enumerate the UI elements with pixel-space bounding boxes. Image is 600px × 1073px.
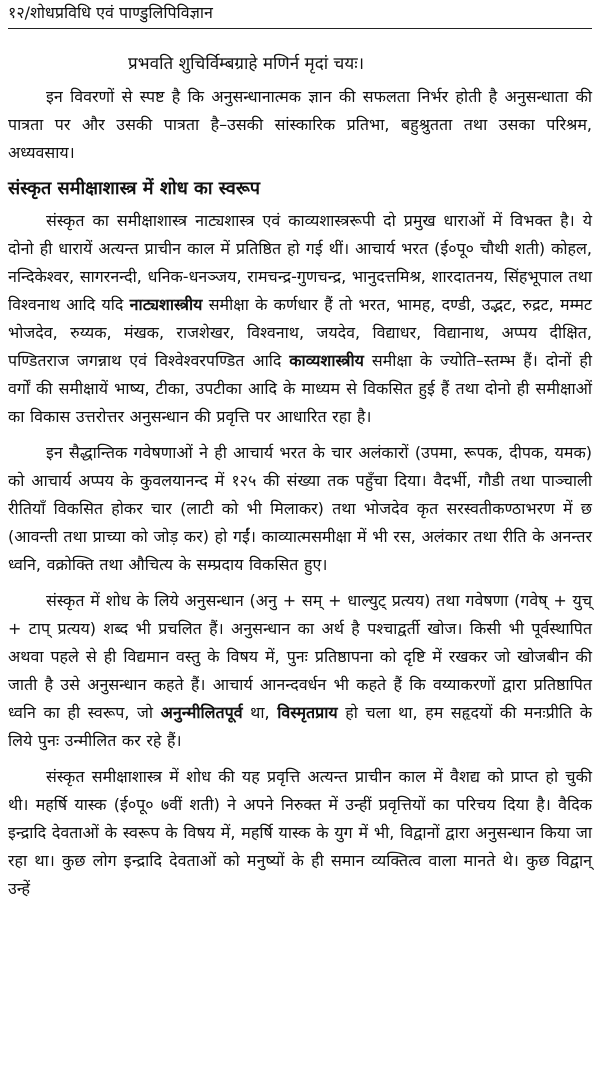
paragraph-5: संस्कृत समीक्षाशास्त्र में शोध की यह प्रवृत्ति अत्यन्त प्राचीन काल में वैशद्य को प्राप्त हो चुकी थी। महर्षि यास्क (ई०पू० ७वीं शती) ने अपने निरुक्त में उन्हीं प्रवृत्तियों का परिचय दिया है। वैदिक इन्द्रादि देवताओं के स्वरूप के विषय में, महर्षि यास्क के युग में भी, विद्वानों द्वारा अनुसन्धान किया जा रहा था। कुछ लोग इन्द्रादि देवताओं को मनुष्यों के ही समान व्यक्तित्व वाला मानते थे। कुछ विद्वान् उन्हें (8, 767, 592, 898)
paragraph-2-text-a: संस्कृत का समीक्षाशास्त्र नाट्यशास्त्र एवं काव्यशास्त्ररूपी दो प्रमुख धाराओं में विभक्त है। ये दोनो ही धारायें अत्यन्त प्राचीन काल में प्रतिष्ठित हो गई थीं। आचार्य भरत (ई०पू० चौथी शती) कोहल, नन्दिकेश्वर, सागरनन्दी, धनिक-धनञ्जय, रामचन्द्र-गुणचन्द्र, भानुदत्तमिश्र, शारदातनय, सिंहभूपाल तथा विश्वनाथ आदि यदि (8, 211, 592, 314)
term-kavyashastriya: काव्यशास्त्रीय (289, 351, 364, 370)
paragraph-2-text-e: समीक्षा के ज्योति–स्तम्भ हैं। दोनों ही वर्गों की समीक्षायें भाष्य, टीका, उपटीका आदि के माध्यम से विकसित हुई हैं तथा दोनो ही समीक्षाओं का विकास उत्तरोत्तर अनुसन्धान की प्रवृत्ति पर आधारित रहा है। (8, 351, 592, 426)
paragraph-4 (8, 587, 592, 755)
paragraph-2 (8, 207, 592, 431)
term-natyashastriya: नाट्यशास्त्रीय (129, 295, 203, 314)
paragraph-1: इन विवरणों से स्पष्ट है कि अनुसन्धानात्मक ज्ञान की सफलता निर्भर होती है अनुसन्धाता की पात्रता पर और उसकी पात्रता है–उसकी सांस्कारिक प्रतिभा, बहुश्रुतता तथा उसका परिश्रम, अध्यवसाय। (8, 87, 592, 162)
paragraph-4-text-e: हो चला था, हम सहृदयों की मनःप्रीति के लिये पुनः उन्मीलित कर रहे हैं। (8, 703, 592, 750)
paragraph-4-text-c: था, (242, 703, 278, 722)
paragraph-2-text-c: समीक्षा के कर्णधार हैं तो भरत, भामह, दण्डी, उद्भट, रुद्रट, मम्मट भोजदेव, रुय्यक, मंखक, राजशेखर, विश्वनाथ, जयदेव, विद्याधर, विद्यानाथ, अप्पय दीक्षित, पण्डितराज जगन्नाथ एवं विश्वेश्वरपण्डित आदि (8, 295, 592, 370)
term-anunmilitapurva: अनुन्मीलितपूर्व (160, 703, 243, 722)
verse-line: प्रभवति शुचिर्विम्बग्राहे मणिर्न मृदां चयः। (128, 54, 365, 74)
running-header: १२/शोधप्रविधि एवं पाण्डुलिपिविज्ञान (8, 2, 592, 29)
paragraph-4-text-a: संस्कृत में शोध के लिये अनुसन्धान (अनु + सम् + धाल्युट् प्रत्यय) तथा गवेषणा (गवेष् + युच् + टाप् प्रत्यय) शब्द भी प्रचलित हैं। अनुसन्धान का अर्थ है पश्चाद्वर्ती खोज। किसी भी पूर्वस्थापित अथवा पहले से ही विद्यमान वस्तु के विषय में, पुनः प्रतिष्ठापना को दृष्टि में रखकर जो खोजबीन की जाती है उसे अनुसन्धान कहते हैं। आचार्य आनन्दवर्धन भी कहते हैं कि वय्याकरणों द्वारा प्रतिष्ठापित ध्वनि का ही स्वरूप, जो (8, 591, 592, 722)
paragraph-3: इन सैद्धान्तिक गवेषणाओं ने ही आचार्य भरत के चार अलंकारों (उपमा, रूपक, दीपक, यमक) को आचार्य अप्पय के कुवलयानन्द में १२५ की संख्या तक पहुँचा दिया। वैदर्भी, गौडी तथा पाञ्चाली रीतियाँ विकसित होकर चार (लाटी को भी मिलाकर) तथा भोजदेव कृत सरस्वतीकण्ठाभरण में छ (आवन्ती तथा प्राच्या को जोड़ कर) हो गईं। काव्यात्मसमीक्षा में भी रस, अलंकार तथा रीति के अनन्तर ध्वनि, वक्रोक्ति तथा औचित्य के सम्प्रदाय विकसित हुए। (8, 443, 592, 574)
section-heading: संस्कृत समीक्षाशास्त्र में शोध का स्वरूप (8, 178, 261, 199)
term-vismritaprai: विस्मृतप्राय (277, 703, 338, 722)
